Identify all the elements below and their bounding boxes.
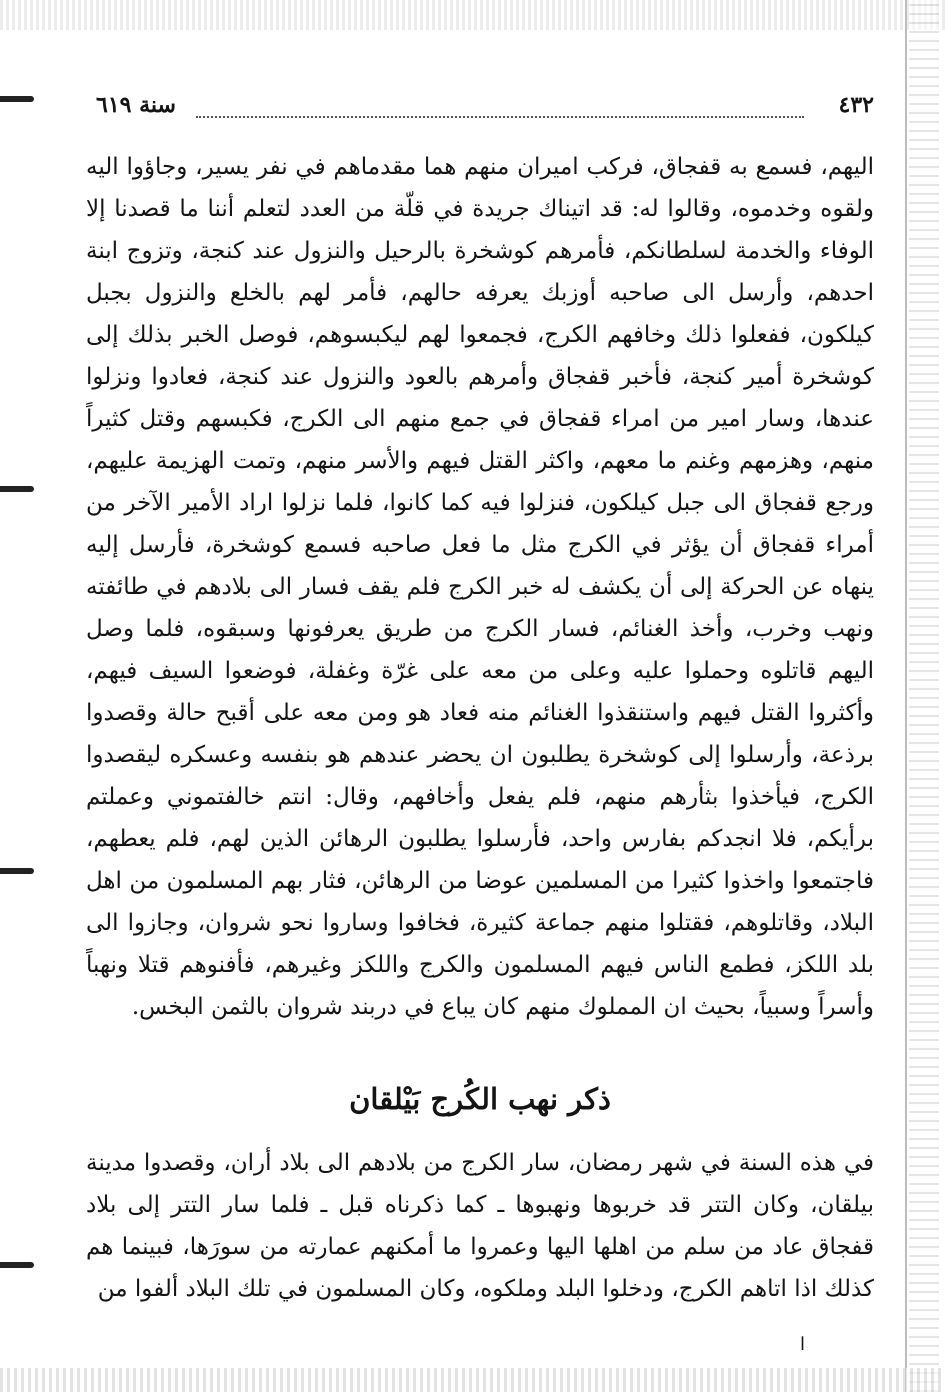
section-paragraph: في هذه السنة في شهر رمضان، سار الكرج من بلادهم الى بلاد أران، وقصدوا مدينة بيلقان، وكان التتر قد خربوها ونهبوها ـ كما ذكرناه قبل ـ فلما سار التتر إلى بلاد قفجاق عاد من سلم من اهلها اليها وعمروا ما أمكنهم عمارته من سورَها، فبينما هم كذلك اذا اتاهم الكرج، ودخلوا البلد وملكوه، وكان المسلمون في تلك البلاد ألفوا من bbox=[86, 1150, 874, 1302]
main-paragraph: اليهم، فسمع به قفجاق، فركب اميران منهم هما مقدماهم في نفر يسير، وجاؤوا اليه ولقوه وخدموه، وقالوا له: قد اتيناك جريدة في قلّة من العدد لتعلم أننا ما قصدنا إلا الوفاء والخدمة لسلطانكم، فأمرهم كوشخرة بالرحيل والنزول عند كنجة، وتزوج ابنة احدهم، وأرسل الى صاحبه أوزبك يعرفه حالهم، فأمر لهم بالخلع والنزول بجبل كيلكون، ففعلوا ذلك وخافهم الكرج، فجمعوا لهم ليكبسوهم، فوصل الخبر بذلك إلى كوشخرة أمير كنجة، فأخبر قفجاق وأمرهم بالعود والنزول عند كنجة، فعادوا ونزلوا عندها، وسار امير من امراء قفجاق في جمع منهم الى الكرج، فكبسهم وقتل كثيراً منهم، وهزمهم وغنم ما معهم، واكثر القتل فيهم والأسر منهم، وتمت الهزيمة عليهم، ورجع قفجاق الى جبل كيلكون، فنزلوا فيه كما كانوا، فلما نزلوا اراد الأمير الآخر من أمراء قفجاق أن يؤثر في الكرج مثل ما فعل صاحبه فسمع كوشخرة، فأرسل إليه ينهاه عن الحركة إلى أن يكشف له خبر الكرج فلم يقف فسار الى بلادهم في طائفته ونهب وخرب، وأخذ الغنائم، فسار الكرج من طريق يعرفونها وسبقوه، فلما وصل اليهم قاتلوه وحملوا عليه وعلى من معه على غرّة وغفلة، فوضعوا السيف فيهم، وأكثروا القتل فيهم واستنقذوا الغنائم منه فعاد هو ومن معه على أقبح حالة وقصدوا برذعة، وأرسلوا إلى كوشخرة يطلبون ان يحضر عندهم هو بنفسه وعسكره ليقصدوا الكرج، فيأخذوا بثأرهم منهم، فلم يفعل وأخافهم، وقال: انتم خالفتموني وعملتم برأيكم، فلا انجدكم بفارس واحد، فأرسلوا يطلبون الرهائن الذين لهم، فلم يعطهم، فاجتمعوا واخذوا كثيرا من المسلمين عوضا من الرهائن، فثار بهم المسلمون من اهل البلاد، وقاتلوهم، فقتلوا منهم جماعة كثيرة، فخافوا وساروا نحو شروان، وجازوا الى بلد اللكز، فطمع الناس فيهم المسلمون والكرج واللكز وغيرهم، فأفنوهم قتلا ونهباً وأسراً وسبياً، بحيث ان المملوك منهم كان يباع في دربند شروان بالثمن البخس. bbox=[86, 154, 874, 1020]
header-dotted-rule bbox=[196, 116, 804, 118]
page-header bbox=[96, 92, 874, 126]
main-text-block bbox=[86, 146, 874, 1028]
stray-mark: ا bbox=[800, 1334, 806, 1355]
section-text-block bbox=[86, 1142, 874, 1310]
decorative-border-right bbox=[909, 0, 939, 1392]
decorative-border-top bbox=[0, 0, 945, 30]
border-rule-right bbox=[905, 0, 907, 1392]
binding-mark bbox=[0, 868, 34, 874]
binding-mark bbox=[0, 1262, 34, 1268]
binding-mark bbox=[0, 486, 34, 492]
page-number: ٤٣٢ bbox=[838, 92, 874, 118]
section-heading: ذكر نهب الكُرج بَيْلقان bbox=[349, 1082, 611, 1116]
decorative-border-bottom bbox=[0, 1368, 945, 1392]
year-label: سنة ٦١٩ bbox=[96, 92, 176, 118]
binding-mark bbox=[0, 96, 34, 102]
